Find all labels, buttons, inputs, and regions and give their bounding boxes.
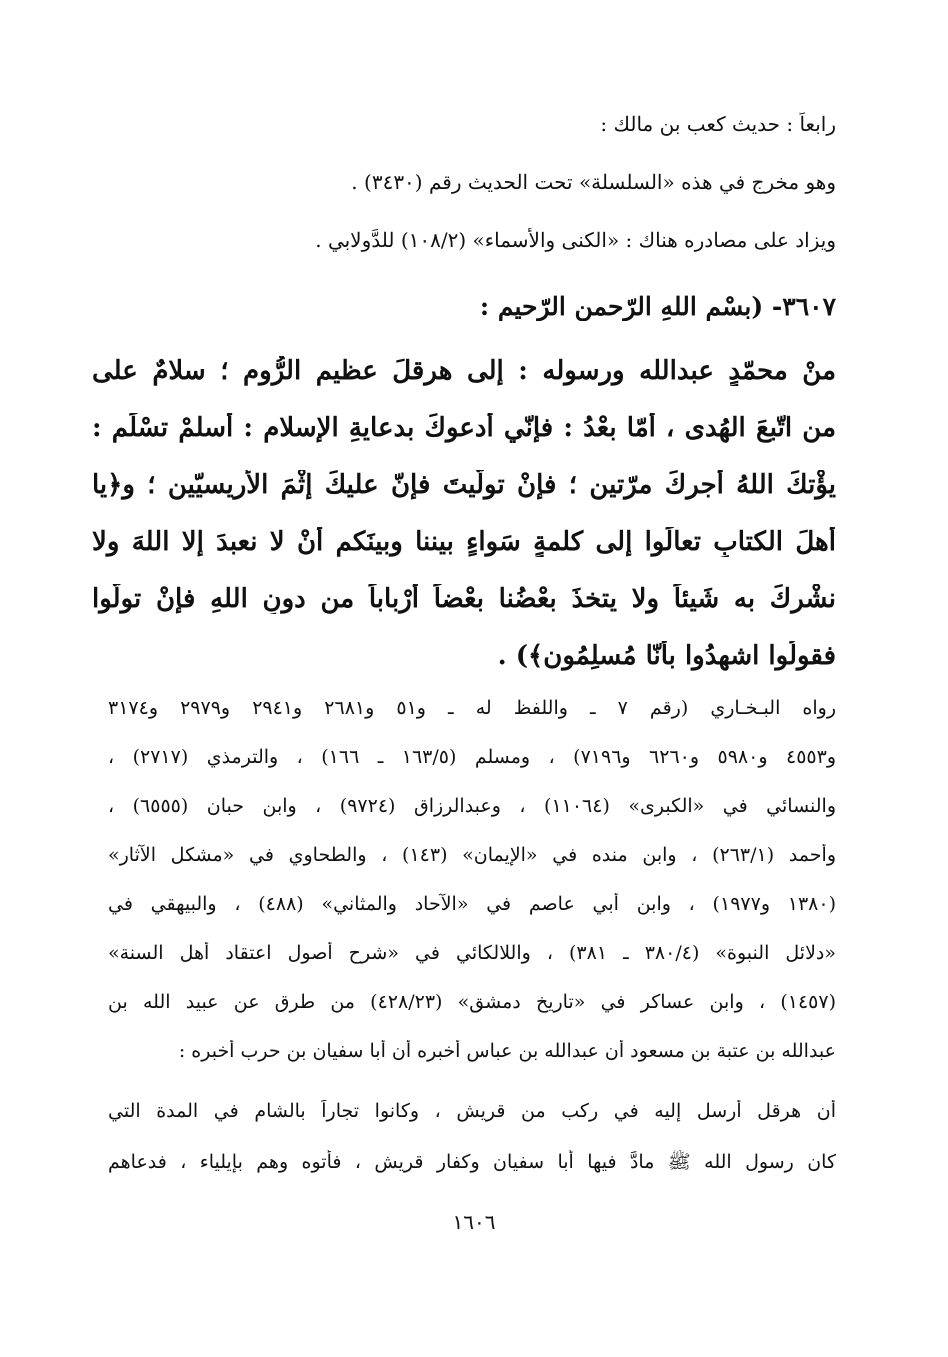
takhrij-line: وأحمد (٢٦٣/١) ، وابن منده في «الإيمان» (١٤٣) ، والطحاوي في «مشكل الآثار» [108, 844, 836, 866]
hadith-line: فقولُوا اشهدُوا بأنّا مُسلِمُون﴾) . [497, 641, 836, 671]
intro-line: ويزاد على مصادره هناك : «الكنى والأسماء» (١٠٨/٢) للدَّولابي . [315, 228, 836, 252]
page-number: ١٦٠٦ [452, 1210, 496, 1234]
hadith-line: أهلَ الكتابِ تعالَوا إلى كلمةٍ سَواءٍ بيننا وبينَكم أنْ لا نعبدَ إلا اللهَ ولا [92, 527, 836, 557]
intro-line: رابعاً : حديث كعب بن مالك : [600, 112, 836, 136]
takhrij-line: و٤٥٥٣ و٥٩٨٠ و٦٢٦٠ و٧١٩٦) ، ومسلم (١٦٣/٥ ـ ١٦٦) ، والترمذي (٢٧١٧) ، [108, 746, 836, 768]
takhrij-line: رواه البـخـاري (رقم ٧ ـ واللفظ له ـ و٥١ و٢٦٨١ و٢٩٤١ و٢٩٧٩ و٣١٧٤ [108, 697, 836, 719]
takhrij-line: عبدالله بن عتبة بن مسعود أن عبدالله بن عباس أخبره أن أبا سفيان بن حرب أخبره : [178, 1040, 836, 1062]
hadith-line: يؤْتكَ اللهُ أجركَ مرّتين ؛ فإنْ تولّيتَ فإنّ عليكَ إثْمَ الأريسيّين ؛ و﴿يا [92, 470, 836, 500]
hadith-line: من اتّبعَ الهُدى ، أمّا بعْدُ : فإنّي أَدعوكَ بدعايةِ الإسلام : أسلمْ تسْلَم : [92, 413, 836, 443]
intro-line: وهو مخرج في هذه «السلسلة» تحت الحديث رقم (٣٤٣٠) . [351, 170, 836, 194]
hadith-line: نشْركَ به شَيئاً ولا يتخذَ بعْضُنا بعْضاً أرْباباً من دونِ اللهِ فإنْ تولّوا [92, 584, 836, 614]
narration-line: أن هرقل أرسل إليه في ركب من قريش ، وكانوا تجاراً بالشام في المدة التي [108, 1100, 836, 1122]
takhrij-line: (١٤٥٧) ، وابن عساكر في «تاريخ دمشق» (٤٢٨/٢٣) من طرق عن عبيد الله بن [108, 991, 836, 1013]
takhrij-line: والنسائي في «الكبرى» (١١٠٦٤) ، وعبدالرزاق (٩٧٢٤) ، وابن حبان (٦٥٥٥) ، [108, 795, 836, 817]
hadith-line: منْ محمّدٍ عبدالله ورسوله : إلى هرقلَ عظيمِ الرُّوم ؛ سلامٌ على [92, 356, 836, 386]
narration-line: كان رسول الله ﷺ مادَّ فيها أبا سفيان وكفار قريش ، فأتوه وهم بإيلياء ، فدعاهم [108, 1151, 836, 1173]
hadith-title: ٣٦٠٧- (بسْمِ اللهِ الرّحمنِ الرّحيم : [479, 292, 836, 321]
takhrij-line: (١٣٨٠ و١٩٧٧) ، وابن أبي عاصم في «الآحاد والمثاني» (٤٨٨) ، والبيهقي في [108, 893, 836, 915]
takhrij-line: «دلائل النبوة» (٣٨٠/٤ ـ ٣٨١) ، واللالكائي في «شرح أصول اعتقاد أهل السنة» [108, 942, 836, 964]
